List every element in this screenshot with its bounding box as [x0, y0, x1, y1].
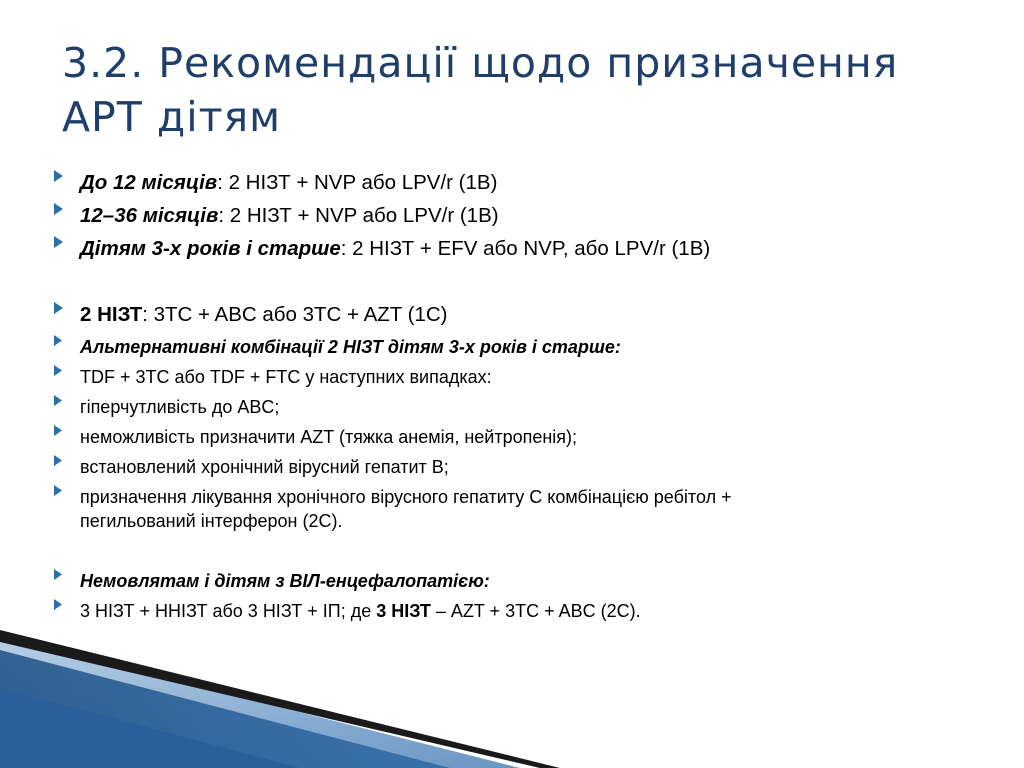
triangle-right-icon — [54, 365, 80, 376]
slide-title-line-2: АРТ дітям — [62, 93, 282, 141]
bullet-azt-impossible — [54, 425, 984, 449]
bullet-under-12-months — [54, 170, 984, 196]
bullet-12-36-months — [54, 203, 984, 229]
bullet-emphasis: Дітям 3-х років і старше — [80, 237, 341, 260]
triangle-right-icon — [54, 170, 80, 182]
bullet-body: TDF + 3TC або TDF + FTC у наступних випадках: — [80, 367, 492, 387]
bullet-3-years-older — [54, 236, 984, 262]
bullet-alternative-combinations — [54, 335, 984, 359]
bullet-3-nrti-regimen — [54, 599, 984, 623]
bullet-text — [80, 302, 984, 328]
bullet-body-end: – AZT + 3TC + ABC (2С). — [430, 601, 641, 621]
bullet-encephalopathy — [54, 569, 984, 593]
bullet-body: : 2 НІЗТ + NVP або LPV/r (1B) — [217, 171, 498, 194]
triangle-right-icon — [54, 236, 80, 248]
bullet-body: неможливість призначити AZT (тяжка анемія, нейтропенія); — [80, 427, 578, 447]
bullet-tdf-cases — [54, 365, 984, 389]
triangle-right-icon — [54, 569, 80, 580]
triangle-right-icon — [54, 302, 80, 314]
bullet-emphasis: Немовлятам і дітям з ВІЛ-енцефалопатією: — [80, 571, 490, 591]
bullet-emphasis: До 12 місяців — [80, 171, 218, 194]
bullet-emphasis: Альтернативні комбінації 2 НІЗТ дітям 3-х років і старше: — [80, 337, 621, 357]
slide-title — [62, 36, 962, 144]
bullet-body-line-1: призначення лікування хронічного вірусного гепатиту С комбінацією ребітол + — [80, 487, 732, 507]
bullet-body: 3 НІЗТ + ННІЗТ або 3 НІЗТ + ІП; де — [80, 601, 377, 621]
bullet-2-nrti — [54, 302, 984, 328]
bullet-body: : 2 НІЗТ + NVP або LPV/r (1B) — [218, 204, 499, 227]
bullet-emphasis: 2 НІЗТ — [80, 303, 143, 326]
bullet-body-line-2: пегильований інтерферон (2С). — [80, 511, 343, 531]
triangle-right-icon — [54, 599, 80, 610]
triangle-right-icon — [54, 203, 80, 215]
triangle-right-icon — [54, 395, 80, 406]
bullet-body: : 3TC + ABC або 3TC + AZT (1C) — [142, 303, 448, 326]
slide-title-line-1: 3.2. Рекомендації щодо призначення — [62, 39, 899, 87]
bullet-text — [80, 236, 984, 262]
bullet-text — [80, 203, 984, 229]
triangle-right-icon — [54, 485, 80, 496]
triangle-right-icon — [54, 335, 80, 346]
bullet-strong: 3 НІЗТ — [376, 601, 431, 621]
triangle-right-icon — [54, 455, 80, 466]
bullet-abc-hypersensitivity — [54, 395, 984, 419]
decorative-corner-swoosh — [0, 628, 1024, 768]
triangle-right-icon — [54, 425, 80, 436]
bullet-text — [80, 599, 984, 623]
bullet-text — [80, 485, 984, 533]
bullet-body: : 2 НІЗТ + EFV або NVP, або LPV/r (1B) — [340, 237, 711, 260]
bullet-body: гіперчутливість до ABC; — [80, 397, 280, 417]
bullet-hepatitis-c — [54, 485, 984, 533]
bullet-text — [80, 170, 984, 196]
bullet-emphasis: 12–36 місяців — [80, 204, 219, 227]
bullet-hepatitis-b — [54, 455, 984, 479]
bullet-body: встановлений хронічний вірусний гепатит B; — [80, 457, 449, 477]
